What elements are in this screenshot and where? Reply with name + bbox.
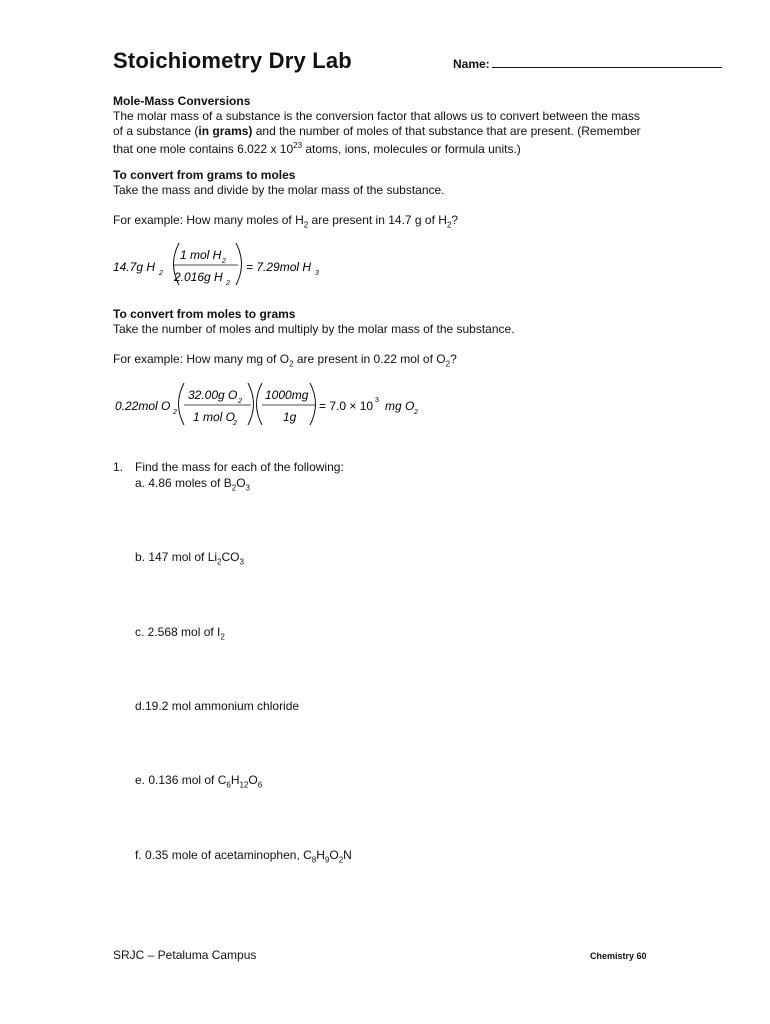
equation-moles-to-grams — [110, 378, 450, 434]
question-1e: e. 0.136 mol of $C_6H_{12}O_6$ — [135, 773, 263, 790]
eq2-numerator-1: 32.00g O — [188, 388, 238, 402]
eq1-denominator: 2.016g H — [174, 270, 223, 284]
question-1a: a. 4.86 moles of $B_2O_3$ — [135, 476, 250, 493]
eq1-numerator: 1 mol H — [180, 248, 222, 262]
intro-line-3: that one mole contains 6.022 x $10^{23}$ atoms, ions, molecules or formula units.) — [113, 141, 521, 156]
question-1f: f. 0.35 mole of acetaminophen, $C_8H_9O_2N$ — [135, 848, 352, 865]
question-1b: b. 147 mol of $Li_2CO_3$ — [135, 550, 244, 567]
footer-campus: SRJC – Petaluma Campus — [113, 948, 257, 962]
intro-line-1: The molar mass of a substance is the conversion factor that allows us to convert between the mass — [113, 109, 640, 123]
eq2-rhs-sub: 2 — [414, 409, 418, 416]
eq2-rhs-unit: mg O — [385, 399, 415, 413]
eq1-num-sub: 2 — [222, 258, 226, 265]
equation-grams-to-moles — [110, 238, 430, 294]
moles-to-grams-example: For example: How many mg of $O_2$ are present in 0.22 mol of $O_2$? — [113, 352, 457, 369]
eq2-rhs: = 7.0 × 10 — [319, 399, 374, 413]
question-1-prompt: Find the mass for each of the following: — [135, 460, 344, 474]
eq1-rhs: = 7.29mol H — [246, 260, 312, 274]
question-1c: c. 2.568 mol of $I_2$ — [135, 625, 225, 642]
footer-course: Chemistry 60 — [590, 951, 647, 961]
eq2-denominator-2: 1g — [283, 410, 297, 424]
eq2-den1-sub: 2 — [233, 420, 237, 427]
grams-to-moles-text: Take the mass and divide by the molar mass of the substance. — [113, 183, 445, 197]
name-field[interactable] — [453, 56, 722, 71]
eq2-right-paren-1 — [248, 383, 254, 425]
intro-line-2: of a substance (in grams) and the number of moles of that substance that are present. (Remember — [113, 124, 641, 138]
question-1-number: 1. — [113, 460, 124, 474]
question-1d: d.19.2 mol ammonium chloride — [135, 699, 300, 713]
eq1-lhs: 14.7g H — [113, 260, 156, 274]
eq2-num1-sub: 2 — [238, 398, 242, 405]
eq1-lhs-sub: 2 — [159, 270, 163, 277]
section-heading-mole-mass: Mole-Mass Conversions — [113, 94, 251, 108]
eq2-lhs: 0.22mol O — [115, 399, 171, 413]
page-title: Stoichiometry Dry Lab — [113, 48, 352, 73]
eq1-den-sub: 2 — [226, 280, 230, 287]
grams-to-moles-example: For example: How many moles of $H_2$ are present in 14.7 g of $H_2$? — [113, 213, 459, 230]
eq2-rhs-exponent: 3 — [375, 397, 379, 404]
eq2-lhs-sub: 2 — [173, 409, 177, 416]
moles-to-grams-text: Take the number of moles and multiply by the molar mass of the substance. — [113, 322, 515, 336]
eq2-left-paren-1 — [179, 383, 185, 425]
eq1-rhs-sub: 3 — [315, 270, 319, 277]
eq1-right-paren — [236, 243, 242, 285]
eq2-denominator-1: 1 mol O — [193, 410, 236, 424]
name-blank-line[interactable] — [492, 56, 722, 68]
section-heading-grams-to-moles: To convert from grams to moles — [113, 168, 296, 182]
eq2-right-paren-2 — [310, 383, 316, 425]
section-heading-moles-to-grams: To convert from moles to grams — [113, 307, 296, 321]
name-label: Name: — [453, 57, 490, 71]
eq2-numerator-2: 1000mg — [265, 388, 309, 402]
eq2-left-paren-2 — [257, 383, 263, 425]
